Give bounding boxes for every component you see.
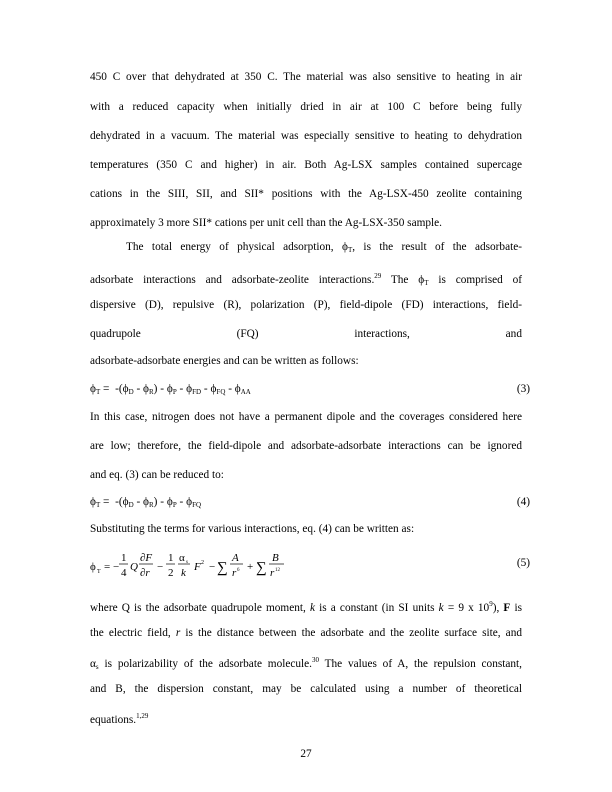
phi-symbol: ϕ [122,383,129,395]
fraction-denominator: k [181,567,186,579]
equation-4: $\phi_T = -(\phi_D - \phi_R) - \phi_P - \phi_{FQ}$ [90,496,202,509]
text-run: The [381,274,419,286]
citation-ref: 29 [374,272,382,280]
page-number: 27 [300,748,312,760]
text-line: 450 C over that dehydrated at 350 C. The material was also sensitive to heating in air [90,71,522,83]
text-line: are low; therefore, the field-dipole and adsorbate-adsorbate interactions can be ignored [90,440,522,452]
text-run: k [438,602,444,614]
alpha-symbol: α [90,658,96,670]
equation-number: (5) [516,557,530,569]
text-line: adsorbate-adsorbate energies and can be written as follows: [90,355,359,367]
equation-number: (4) [516,496,530,508]
superscript: 12 [275,568,280,573]
text-run: the electric field, [90,627,176,639]
alpha-symbol: α [179,552,185,564]
phi-symbol: ϕ [166,383,173,395]
text-line: approximately 3 more SII* cations per unit cell than the Ag-LSX-350 sample. [90,217,443,229]
minus-sign: − [209,561,216,573]
phi-symbol: ϕ [210,383,217,395]
superscript: 6 [237,568,240,573]
text-run: The total energy of physical adsorption, [126,241,342,253]
phi-symbol: ϕ [90,561,96,573]
field-symbol: F [194,561,201,573]
phi-symbol: ϕ [166,496,173,508]
text-run: The values of A, the repulsion constant, [319,658,522,670]
subscript: D [128,501,134,509]
text-line: and B, the dispersion constant, may be calculated using a number of theoretical [90,683,522,695]
phi-symbol: ϕ [234,383,241,395]
text-run: k [309,602,315,614]
text-line: and eq. (3) can be reduced to: [90,469,224,481]
fraction-numerator: A [232,552,239,564]
citation-ref: 30 [312,656,320,664]
phi-symbol: ϕ [90,383,96,395]
fraction-denominator: 2 [168,567,174,579]
subscript: P [172,501,177,509]
phi-symbol: ϕ [143,496,149,508]
phi-symbol: ϕ [90,496,96,508]
word: (FQ) [236,328,259,340]
text-line [90,654,522,674]
superscript: 9 [489,600,493,608]
text-run: F [503,602,511,614]
fraction-denominator: r [270,567,275,579]
text-line [90,710,522,727]
text-run: r [175,627,181,639]
text-line [90,627,522,640]
fraction-denominator: 4 [121,567,127,579]
text-run: ), [492,602,504,614]
subscript: T [95,388,101,396]
subscript: R [149,388,154,396]
fraction-numerator: B [272,552,279,564]
text-line: Substituting the terms for various interactions, eq. (4) can be written as: [90,523,415,535]
phi-symbol: ϕ [418,274,425,286]
citation-ref: 1,29 [136,712,149,720]
text-run: is comprised of [428,274,522,286]
subscript: FD [192,388,202,396]
text-run: , is the result of the adsorbate- [352,241,522,253]
text-line: In this case, nitrogen does not have a permanent dipole and the coverages considered here [90,411,522,423]
equals-sign: = [104,561,111,573]
plus-sign: + [247,561,254,573]
subscript: s [186,560,188,565]
fraction-denominator: r [232,567,237,579]
subscript: D [128,388,134,396]
equation-number: (3) [516,383,530,395]
minus-sign: − [113,561,120,573]
superscript: 2 [201,560,204,566]
text-run: is polarizability of the adsorbate molecule. [98,658,313,670]
text-run: = 9 x 10 [443,602,490,614]
subscript: R [149,501,154,509]
subscript: P [172,388,177,396]
text-run: equations. [90,714,137,726]
subscript: AA [240,388,251,396]
subscript: T [97,569,101,575]
fraction-numerator: 1 [168,552,174,564]
phi-symbol: ϕ [143,383,149,395]
text-run: is [510,602,522,614]
sum-symbol: ∑ [217,560,228,576]
text-line [90,270,522,290]
text-run: is a constant (in SI units [314,602,439,614]
subscript: FQ [216,388,226,396]
word: and [505,328,522,340]
fraction-numerator: ∂F [140,552,153,564]
equation-3: $\phi_T = -(\phi_D - \phi_R) - \phi_P - \phi_{FD} - \phi_{FQ} - \phi_{AA}$ [90,383,251,396]
phi-symbol: ϕ [186,383,193,395]
text-line [90,328,522,341]
subscript: T [95,501,101,509]
phi-symbol: ϕ [186,496,193,508]
text-line: dehydrated in a vacuum. The material was especially sensitive to heating to dehydration [90,130,522,142]
text-run: adsorbate interactions and adsorbate-zeolite interactions. [90,274,375,286]
text-line: cations in the SIII, SII, and SII* positions with the Ag-LSX-450 zeolite containing [90,188,522,200]
phi-symbol: ϕ [342,241,348,253]
text-line: temperatures (350 C and higher) in air. Both Ag-LSX samples contained supercage [90,159,522,171]
subscript: T [424,279,429,287]
text-run: where Q is the adsorbate quadrupole moment, [90,602,310,614]
text-line: with a reduced capacity when initially dried in air at 100 C before being fully [90,101,522,113]
phi-symbol: ϕ [122,496,129,508]
subscript: T [347,246,353,254]
subscript: FQ [192,501,202,509]
text-line: dispersive (D), repulsive (R), polarization (P), field-dipole (FD) interactions, field- [90,299,522,311]
minus-sign: − [157,561,164,573]
word: interactions, [354,328,410,340]
quadrupole-symbol: Q [130,561,138,573]
fraction-numerator: 1 [121,552,127,564]
fraction-denominator: ∂r [140,567,150,579]
subscript: s [95,663,99,671]
word: quadrupole [90,328,141,340]
text-line [90,598,522,615]
sum-symbol: ∑ [256,560,267,576]
text-line [126,241,522,257]
equation-5 [90,544,430,584]
text-run: is the distance between the adsorbate and the zeolite surface site, and [180,627,522,639]
